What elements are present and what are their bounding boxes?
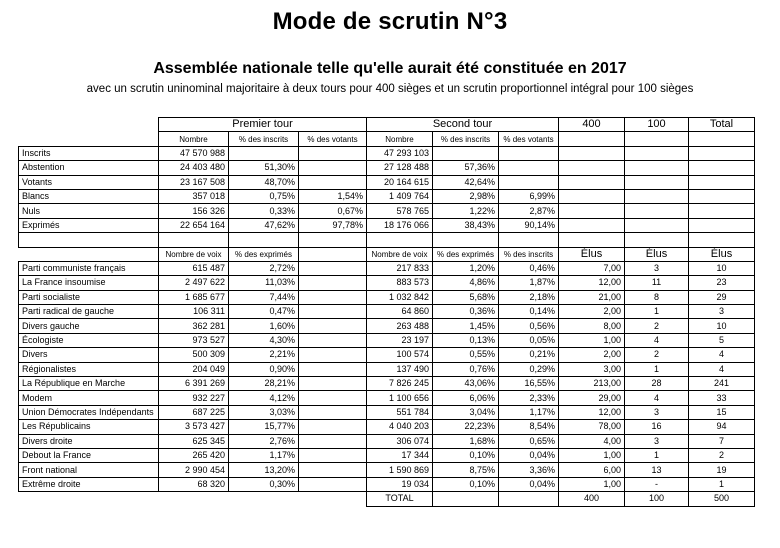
subheader-elus: Élus — [689, 247, 755, 261]
table-cell: 1,68% — [433, 434, 499, 448]
table-cell: 0,05% — [499, 333, 559, 347]
table-cell: 0,14% — [499, 305, 559, 319]
party-name: Debout la France — [19, 448, 159, 462]
table-cell: 3 573 427 — [159, 420, 229, 434]
table-cell: 3,04% — [433, 405, 499, 419]
table-cell: 1 409 764 — [367, 189, 433, 203]
participation-row — [19, 204, 755, 218]
table-cell: 2,72% — [229, 261, 299, 275]
table-cell: 0,90% — [229, 362, 299, 376]
table-cell: 3,00 — [559, 362, 625, 376]
page-subtitle: Assemblée nationale telle qu'elle aurait été constituée en 2017 — [153, 60, 627, 77]
empty-cell — [559, 146, 625, 160]
table-cell: 106 311 — [159, 305, 229, 319]
table-cell: 6,06% — [433, 391, 499, 405]
subheader-pct-votants: % des votants — [499, 132, 559, 146]
header-row — [19, 118, 755, 132]
party-name: Divers — [19, 348, 159, 362]
table-cell — [499, 146, 559, 160]
table-cell: 1,87% — [499, 276, 559, 290]
table-cell: 0,67% — [299, 204, 367, 218]
table-cell: 10 — [689, 319, 755, 333]
empty-cell — [299, 362, 367, 376]
party-name: Régionalistes — [19, 362, 159, 376]
table-cell: 883 573 — [367, 276, 433, 290]
table-cell: 7 826 245 — [367, 377, 433, 391]
table-cell: 29,00 — [559, 391, 625, 405]
table-cell: 0,29% — [499, 362, 559, 376]
table-cell: 1,54% — [299, 189, 367, 203]
empty-cell — [559, 218, 625, 232]
table-cell: 2 497 622 — [159, 276, 229, 290]
empty-cell — [625, 146, 689, 160]
party-row — [19, 463, 755, 477]
subheader-row-participation — [19, 132, 755, 146]
table-cell: 27 128 488 — [367, 161, 433, 175]
table-cell: 7 — [689, 434, 755, 448]
table-cell: 3 — [625, 405, 689, 419]
table-cell: 18 176 066 — [367, 218, 433, 232]
table-cell: - — [625, 477, 689, 491]
table-cell — [299, 161, 367, 175]
table-cell: 1 100 656 — [367, 391, 433, 405]
table-cell: 0,75% — [229, 189, 299, 203]
table-cell: 2,00 — [559, 305, 625, 319]
party-name: Extrême droite — [19, 477, 159, 491]
table-cell: 21,00 — [559, 290, 625, 304]
party-row — [19, 391, 755, 405]
table-cell: 4,00 — [559, 434, 625, 448]
subheader-pct-exprimes: % des exprimés — [229, 247, 299, 261]
empty-cell — [19, 233, 159, 247]
table-cell: 97,78% — [299, 218, 367, 232]
row-label: Exprimés — [19, 218, 159, 232]
table-cell: 204 049 — [159, 362, 229, 376]
empty-cell — [559, 233, 625, 247]
table-cell — [299, 175, 367, 189]
party-name: Modem — [19, 391, 159, 405]
table-cell: 1,45% — [433, 319, 499, 333]
party-name: Parti radical de gauche — [19, 305, 159, 319]
table-cell: 47,62% — [229, 218, 299, 232]
row-label: Abstention — [19, 161, 159, 175]
empty-cell — [229, 233, 299, 247]
empty-cell — [299, 290, 367, 304]
empty-cell — [625, 189, 689, 203]
page-description: avec un scrutin uninominal majoritaire à deux tours pour 400 sièges et un scrutin proportionnel intégral pour 100 sièges — [86, 83, 694, 95]
table-cell: 6 391 269 — [159, 377, 229, 391]
empty-cell — [299, 305, 367, 319]
table-cell: 7,00 — [559, 261, 625, 275]
empty-cell — [299, 477, 367, 491]
table-cell: 19 034 — [367, 477, 433, 491]
total-all: 500 — [689, 492, 755, 506]
empty-cell — [299, 391, 367, 405]
table-cell: 932 227 — [159, 391, 229, 405]
empty-cell — [299, 492, 367, 506]
col-total-header: Total — [689, 118, 755, 132]
subheader-row-votes — [19, 247, 755, 261]
empty-cell — [559, 204, 625, 218]
table-cell: 24 403 480 — [159, 161, 229, 175]
spacer-row — [19, 233, 755, 247]
table-cell: 4,86% — [433, 276, 499, 290]
table-cell: 13,20% — [229, 463, 299, 477]
party-row — [19, 420, 755, 434]
table-cell: 4 — [689, 362, 755, 376]
table-cell: 2 — [689, 448, 755, 462]
party-row — [19, 362, 755, 376]
party-name: Écologiste — [19, 333, 159, 347]
empty-cell — [299, 405, 367, 419]
empty-cell — [625, 175, 689, 189]
table-cell: 213,00 — [559, 377, 625, 391]
party-name: Divers droite — [19, 434, 159, 448]
subheader-nombre: Nombre — [367, 132, 433, 146]
table-cell: 23 — [689, 276, 755, 290]
table-cell: 90,14% — [499, 218, 559, 232]
party-row — [19, 290, 755, 304]
empty-cell — [689, 146, 755, 160]
empty-cell — [299, 233, 367, 247]
table-cell: 47 570 988 — [159, 146, 229, 160]
table-cell: 0,13% — [433, 333, 499, 347]
empty-cell — [299, 319, 367, 333]
table-cell: 12,00 — [559, 276, 625, 290]
table-cell: 3,36% — [499, 463, 559, 477]
results-table — [18, 117, 755, 507]
total-label: TOTAL — [367, 492, 433, 506]
party-name: La République en Marche — [19, 377, 159, 391]
empty-cell — [299, 333, 367, 347]
party-row — [19, 434, 755, 448]
total-row — [19, 492, 755, 506]
empty-cell — [367, 233, 433, 247]
table-cell: 2,00 — [559, 348, 625, 362]
table-cell: 2,21% — [229, 348, 299, 362]
table-cell: 1 685 677 — [159, 290, 229, 304]
empty-cell — [299, 261, 367, 275]
table-cell: 23 167 508 — [159, 175, 229, 189]
table-cell: 217 833 — [367, 261, 433, 275]
table-cell: 2,76% — [229, 434, 299, 448]
table-cell: 2,98% — [433, 189, 499, 203]
table-cell: 1,17% — [499, 405, 559, 419]
table-cell: 241 — [689, 377, 755, 391]
party-row — [19, 348, 755, 362]
table-cell: 1,00 — [559, 333, 625, 347]
table-cell: 10 — [689, 261, 755, 275]
table-cell: 615 487 — [159, 261, 229, 275]
table-cell: 28 — [625, 377, 689, 391]
party-name: Divers gauche — [19, 319, 159, 333]
table-cell: 0,04% — [499, 448, 559, 462]
subheader-pct-votants: % des votants — [299, 132, 367, 146]
table-cell: 38,43% — [433, 218, 499, 232]
empty-cell — [625, 204, 689, 218]
party-row — [19, 448, 755, 462]
table-cell: 578 765 — [367, 204, 433, 218]
table-cell: 3 — [625, 434, 689, 448]
table-cell: 4,30% — [229, 333, 299, 347]
table-cell: 68 320 — [159, 477, 229, 491]
party-name: Union Démocrates Indépendants — [19, 405, 159, 419]
table-cell: 2 — [625, 319, 689, 333]
table-cell: 8,75% — [433, 463, 499, 477]
empty-cell — [559, 189, 625, 203]
table-cell: 0,47% — [229, 305, 299, 319]
subheader-pct-inscrits: % des inscrits — [499, 247, 559, 261]
party-row — [19, 377, 755, 391]
table-cell: 13 — [625, 463, 689, 477]
table-cell: 20 164 615 — [367, 175, 433, 189]
empty-cell — [689, 204, 755, 218]
table-cell: 2 — [625, 348, 689, 362]
table-cell: 1,22% — [433, 204, 499, 218]
row-label: Nuls — [19, 204, 159, 218]
table-cell: 15 — [689, 405, 755, 419]
table-cell: 3,03% — [229, 405, 299, 419]
empty-cell — [625, 161, 689, 175]
row-label: Blancs — [19, 189, 159, 203]
table-cell: 0,33% — [229, 204, 299, 218]
table-cell: 1 — [625, 305, 689, 319]
table-cell: 42,64% — [433, 175, 499, 189]
table-cell: 1 — [625, 448, 689, 462]
party-row — [19, 261, 755, 275]
table-cell: 11 — [625, 276, 689, 290]
empty-cell — [625, 233, 689, 247]
page-title: Mode de scrutin N°3 — [272, 8, 508, 35]
premier-tour-header: Premier tour — [159, 118, 367, 132]
table-cell: 22,23% — [433, 420, 499, 434]
table-cell: 973 527 — [159, 333, 229, 347]
col-100-header: 100 — [625, 118, 689, 132]
table-cell: 5,68% — [433, 290, 499, 304]
table-cell: 15,77% — [229, 420, 299, 434]
table-cell: 23 197 — [367, 333, 433, 347]
empty-cell — [433, 233, 499, 247]
table-cell: 4 — [689, 348, 755, 362]
table-cell: 4,12% — [229, 391, 299, 405]
table-cell: 3 — [625, 261, 689, 275]
table-cell: 22 654 164 — [159, 218, 229, 232]
table-cell: 47 293 103 — [367, 146, 433, 160]
party-name: Parti communiste français — [19, 261, 159, 275]
table-cell: 8 — [625, 290, 689, 304]
total-100: 100 — [625, 492, 689, 506]
empty-cell — [299, 348, 367, 362]
table-cell: 357 018 — [159, 189, 229, 203]
table-cell: 362 281 — [159, 319, 229, 333]
table-cell: 2,87% — [499, 204, 559, 218]
empty-cell — [19, 247, 159, 261]
subheader-elus: Élus — [559, 247, 625, 261]
subheader-nombre-voix: Nombre de voix — [367, 247, 433, 261]
table-cell: 2 990 454 — [159, 463, 229, 477]
second-tour-header: Second tour — [367, 118, 559, 132]
table-cell: 0,10% — [433, 448, 499, 462]
empty-cell — [689, 161, 755, 175]
participation-row — [19, 218, 755, 232]
empty-cell — [559, 175, 625, 189]
table-cell: 0,55% — [433, 348, 499, 362]
table-cell: 11,03% — [229, 276, 299, 290]
table-cell: 1 — [625, 362, 689, 376]
participation-row — [19, 161, 755, 175]
table-cell: 43,06% — [433, 377, 499, 391]
table-cell: 2,18% — [499, 290, 559, 304]
empty-cell — [689, 189, 755, 203]
table-cell: 64 860 — [367, 305, 433, 319]
party-name: La France insoumise — [19, 276, 159, 290]
table-cell: 1,00 — [559, 448, 625, 462]
subheader-pct-exprimes: % des exprimés — [433, 247, 499, 261]
table-cell: 1 032 842 — [367, 290, 433, 304]
subheader-pct-inscrits: % des inscrits — [229, 132, 299, 146]
table-cell — [499, 161, 559, 175]
party-name: Parti socialiste — [19, 290, 159, 304]
empty-cell — [299, 448, 367, 462]
party-row — [19, 276, 755, 290]
participation-row — [19, 146, 755, 160]
table-cell: 8,54% — [499, 420, 559, 434]
table-cell: 625 345 — [159, 434, 229, 448]
table-cell: 265 420 — [159, 448, 229, 462]
party-name: Front national — [19, 463, 159, 477]
table-cell: 0,04% — [499, 477, 559, 491]
table-cell: 551 784 — [367, 405, 433, 419]
table-cell: 17 344 — [367, 448, 433, 462]
table-cell: 306 074 — [367, 434, 433, 448]
table-cell: 3 — [689, 305, 755, 319]
table-cell: 8,00 — [559, 319, 625, 333]
empty-cell — [299, 377, 367, 391]
subheader-nombre-voix: Nombre de voix — [159, 247, 229, 261]
table-cell — [499, 175, 559, 189]
table-cell: 500 309 — [159, 348, 229, 362]
empty-cell — [689, 233, 755, 247]
table-cell: 6,99% — [499, 189, 559, 203]
table-cell: 2,33% — [499, 391, 559, 405]
empty-cell — [433, 492, 499, 506]
table-cell: 5 — [689, 333, 755, 347]
table-cell: 1,00 — [559, 477, 625, 491]
party-row — [19, 477, 755, 491]
row-label: Votants — [19, 175, 159, 189]
table-cell: 0,10% — [433, 477, 499, 491]
party-row — [19, 333, 755, 347]
table-cell: 4 — [625, 333, 689, 347]
table-cell: 1 — [689, 477, 755, 491]
empty-cell — [689, 218, 755, 232]
party-row — [19, 319, 755, 333]
empty-cell — [499, 233, 559, 247]
table-cell: 0,46% — [499, 261, 559, 275]
table-cell: 94 — [689, 420, 755, 434]
table-cell: 0,56% — [499, 319, 559, 333]
empty-cell — [229, 492, 299, 506]
total-400: 400 — [559, 492, 625, 506]
table-cell: 1,17% — [229, 448, 299, 462]
empty-cell — [689, 175, 755, 189]
table-cell: 78,00 — [559, 420, 625, 434]
empty-cell — [19, 492, 159, 506]
empty-cell — [559, 161, 625, 175]
table-cell: 0,76% — [433, 362, 499, 376]
party-row — [19, 405, 755, 419]
table-cell: 16,55% — [499, 377, 559, 391]
subheader-nombre: Nombre — [159, 132, 229, 146]
empty-cell — [299, 463, 367, 477]
table-cell: 51,30% — [229, 161, 299, 175]
table-cell: 1,60% — [229, 319, 299, 333]
empty-cell — [299, 420, 367, 434]
table-cell: 1,20% — [433, 261, 499, 275]
party-row — [19, 305, 755, 319]
participation-row — [19, 189, 755, 203]
table-cell: 33 — [689, 391, 755, 405]
empty-cell — [159, 233, 229, 247]
table-cell: 156 326 — [159, 204, 229, 218]
table-cell: 57,36% — [433, 161, 499, 175]
empty-cell — [499, 492, 559, 506]
table-cell: 16 — [625, 420, 689, 434]
table-cell: 1 590 869 — [367, 463, 433, 477]
table-cell: 687 225 — [159, 405, 229, 419]
table-cell: 0,65% — [499, 434, 559, 448]
subheader-pct-inscrits: % des inscrits — [433, 132, 499, 146]
table-cell — [299, 146, 367, 160]
participation-row — [19, 175, 755, 189]
table-cell: 6,00 — [559, 463, 625, 477]
table-cell: 19 — [689, 463, 755, 477]
col-400-header: 400 — [559, 118, 625, 132]
party-name: Les Républicains — [19, 420, 159, 434]
table-cell: 4 — [625, 391, 689, 405]
empty-cell — [299, 247, 367, 261]
table-cell: 0,21% — [499, 348, 559, 362]
table-cell: 12,00 — [559, 405, 625, 419]
table-cell: 29 — [689, 290, 755, 304]
table-cell: 28,21% — [229, 377, 299, 391]
empty-cell — [625, 218, 689, 232]
table-cell — [229, 146, 299, 160]
table-cell: 0,30% — [229, 477, 299, 491]
table-cell: 48,70% — [229, 175, 299, 189]
empty-cell — [159, 492, 229, 506]
row-label: Inscrits — [19, 146, 159, 160]
table-cell: 7,44% — [229, 290, 299, 304]
table-cell: 100 574 — [367, 348, 433, 362]
subheader-elus: Élus — [625, 247, 689, 261]
table-cell — [433, 146, 499, 160]
empty-cell — [299, 276, 367, 290]
table-cell: 137 490 — [367, 362, 433, 376]
table-cell: 0,36% — [433, 305, 499, 319]
table-cell: 263 488 — [367, 319, 433, 333]
table-cell: 4 040 203 — [367, 420, 433, 434]
empty-cell — [299, 434, 367, 448]
